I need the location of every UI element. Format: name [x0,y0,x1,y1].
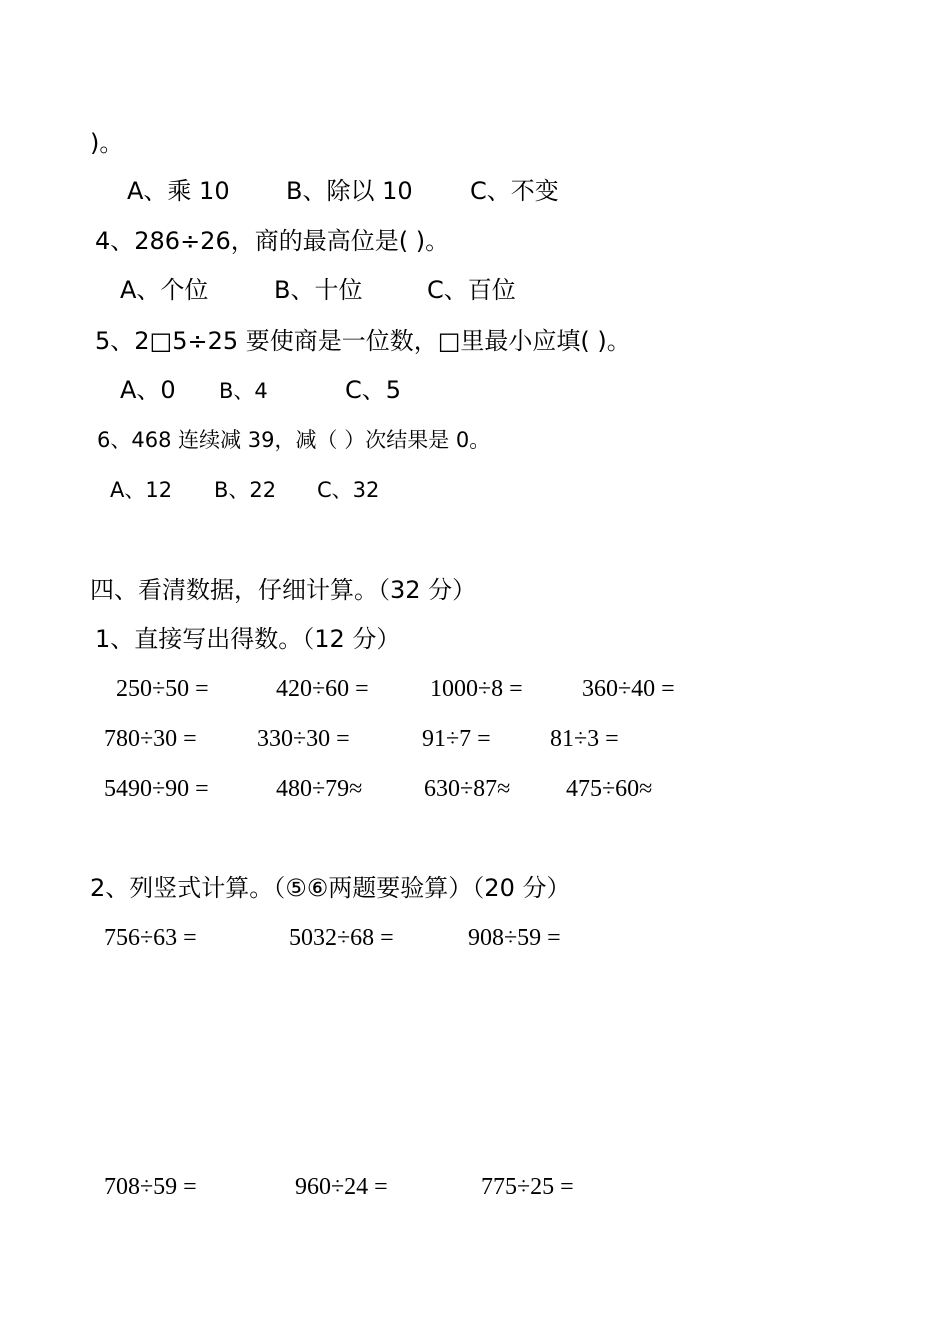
calc-2-1: 780÷30 = [104,726,197,752]
question-4: 4、286÷26，商的最高位是( )。 [95,227,450,255]
prev-option-c: C、不变 [470,177,559,205]
vertical-calc-3: 908÷59 = [468,925,561,951]
section-4-title: 四、看清数据，仔细计算。（32 分） [90,576,477,604]
vertical-calc-1: 756÷63 = [104,925,197,951]
part-2-title: 2、列竖式计算。（⑤⑥两题要验算）（20 分） [90,874,571,902]
calc-1-3: 1000÷8 = [430,676,523,702]
calc-1-2: 420÷60 = [276,676,369,702]
prev-option-a: A、乘 10 [127,177,230,205]
q4-option-b: B、十位 [274,276,363,304]
prev-option-b: B、除以 10 [286,177,413,205]
vertical-calc-4: 708÷59 = [104,1174,197,1200]
q6-option-b: B、22 [214,478,277,502]
calc-3-2: 480÷79≈ [276,776,363,802]
q5-option-a: A、0 [120,376,176,404]
q6-option-c: C、32 [317,478,380,502]
calc-2-4: 81÷3 = [550,726,619,752]
calc-1-4: 360÷40 = [582,676,675,702]
q4-option-a: A、个位 [120,276,209,304]
question-5: 5、2□5÷25 要使商是一位数，□里最小应填( )。 [95,327,631,355]
vertical-calc-5: 960÷24 = [295,1174,388,1200]
calc-2-2: 330÷30 = [257,726,350,752]
calc-3-1: 5490÷90 = [104,776,209,802]
vertical-calc-2: 5032÷68 = [289,925,394,951]
calc-3-3: 630÷87≈ [424,776,511,802]
prev-question-tail: )。 [90,129,124,157]
q6-option-a: A、12 [110,478,173,502]
q5-option-b: B、4 [219,379,268,403]
calc-2-3: 91÷7 = [422,726,491,752]
vertical-calc-6: 775÷25 = [481,1174,574,1200]
question-6: 6、468 连续减 39，减（ ）次结果是 0。 [97,428,491,452]
q5-option-c: C、5 [345,376,402,404]
part-1-title: 1、直接写出得数。（12 分） [95,625,401,653]
calc-1-1: 250÷50 = [116,676,209,702]
q4-option-c: C、百位 [427,276,516,304]
calc-3-4: 475÷60≈ [566,776,653,802]
